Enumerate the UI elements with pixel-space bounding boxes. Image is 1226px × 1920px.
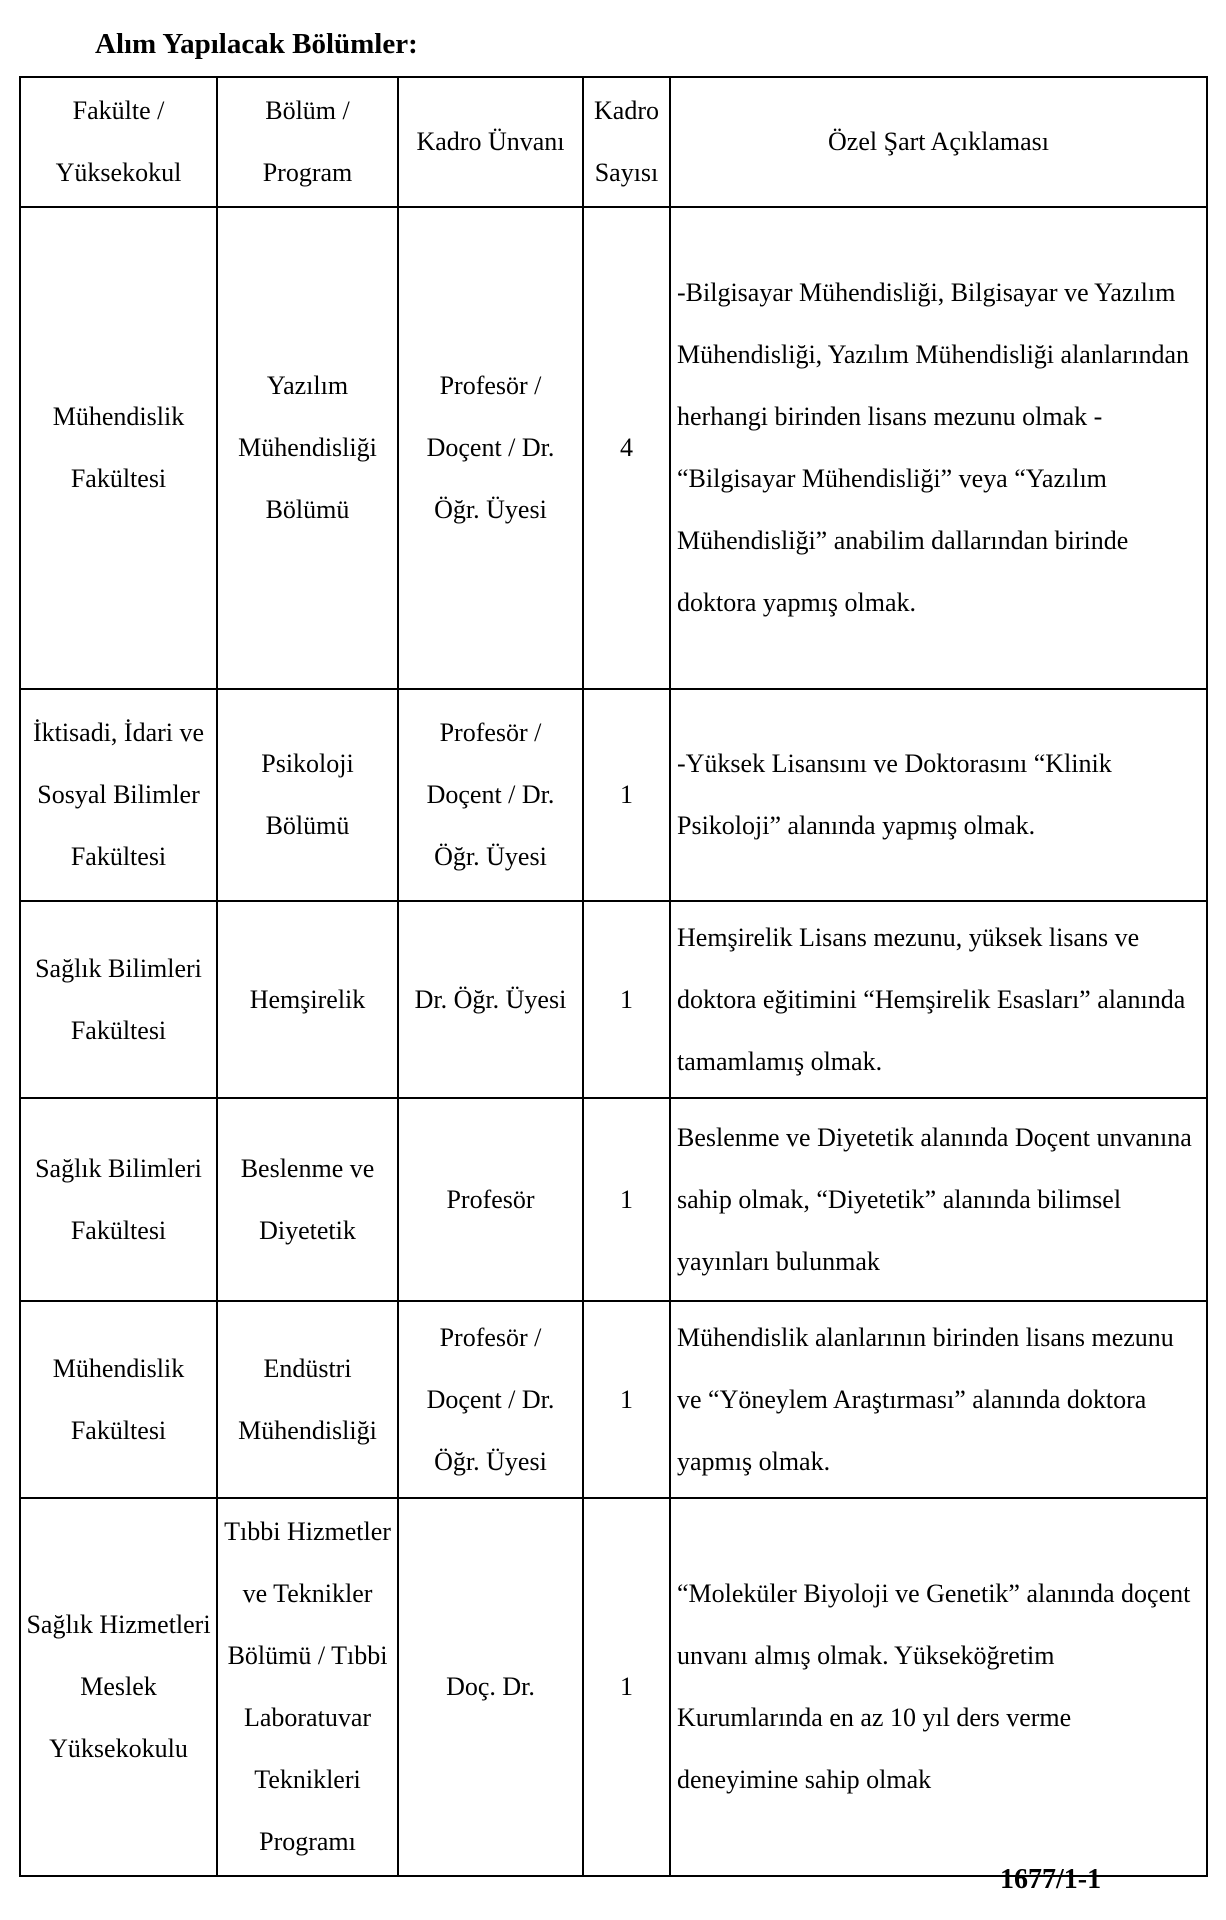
page-number: 1677/1-1: [1000, 1864, 1102, 1895]
cell-faculty: İktisadi, İdari ve Sosyal Bilimler Fakültesi: [20, 689, 217, 901]
cell-position: Profesör / Doçent / Dr. Öğr. Üyesi: [398, 689, 583, 901]
cell-faculty: Sağlık Hizmetleri Meslek Yüksekokulu: [20, 1498, 217, 1876]
cell-department: Beslenme ve Diyetetik: [217, 1098, 398, 1301]
cell-position: Profesör / Doçent / Dr. Öğr. Üyesi: [398, 1301, 583, 1498]
table-row: [20, 1301, 1207, 1498]
column-header-faculty: Fakülte / Yüksekokul: [20, 77, 217, 207]
table-row: [20, 901, 1207, 1098]
table-row: [20, 207, 1207, 689]
cell-faculty: Mühendislik Fakültesi: [20, 207, 217, 689]
column-header-count: Kadro Sayısı: [583, 77, 670, 207]
cell-conditions: -Yüksek Lisansını ve Doktorasını “Klinik Psikoloji” alanında yapmış olmak.: [670, 689, 1207, 901]
page-title: Alım Yapılacak Bölümler:: [95, 28, 418, 60]
cell-department: Endüstri Mühendisliği: [217, 1301, 398, 1498]
cell-position: Profesör: [398, 1098, 583, 1301]
table-row: [20, 689, 1207, 901]
cell-conditions: Hemşirelik Lisans mezunu, yüksek lisans ve doktora eğitimini “Hemşirelik Esasları” alanında tamamlamış olmak.: [670, 901, 1207, 1098]
cell-conditions: -Bilgisayar Mühendisliği, Bilgisayar ve Yazılım Mühendisliği, Yazılım Mühendisliği alanlarından herhangi birinden lisans mezunu olmak - “Bilgisayar Mühendisliği” veya “Yazılım Mühendisliği” anabilim dallarından birinde doktora yapmış olmak.: [670, 207, 1207, 689]
table-row: [20, 1098, 1207, 1301]
table-header-row: [20, 77, 1207, 207]
cell-department: Hemşirelik: [217, 901, 398, 1098]
cell-department: Tıbbi Hizmetler ve Teknikler Bölümü / Tıbbi Laboratuvar Teknikleri Programı: [217, 1498, 398, 1876]
cell-count: 4: [583, 207, 670, 689]
cell-count: 1: [583, 1098, 670, 1301]
cell-department: Yazılım Mühendisliği Bölümü: [217, 207, 398, 689]
cell-count: 1: [583, 901, 670, 1098]
column-header-position: Kadro Ünvanı: [398, 77, 583, 207]
cell-count: 1: [583, 1498, 670, 1876]
recruitment-table: [19, 76, 1208, 1877]
cell-faculty: Sağlık Bilimleri Fakültesi: [20, 901, 217, 1098]
cell-faculty: Mühendislik Fakültesi: [20, 1301, 217, 1498]
cell-count: 1: [583, 1301, 670, 1498]
column-header-conditions: Özel Şart Açıklaması: [670, 77, 1207, 207]
cell-count: 1: [583, 689, 670, 901]
cell-department: Psikoloji Bölümü: [217, 689, 398, 901]
cell-position: Dr. Öğr. Üyesi: [398, 901, 583, 1098]
table-row: [20, 1498, 1207, 1876]
cell-conditions: Beslenme ve Diyetetik alanında Doçent unvanına sahip olmak, “Diyetetik” alanında bilimsel yayınları bulunmak: [670, 1098, 1207, 1301]
cell-conditions: Mühendislik alanlarının birinden lisans mezunu ve “Yöneylem Araştırması” alanında doktora yapmış olmak.: [670, 1301, 1207, 1498]
cell-position: Doç. Dr.: [398, 1498, 583, 1876]
cell-conditions: “Moleküler Biyoloji ve Genetik” alanında doçent unvanı almış olmak. Yükseköğretim Kurumlarında en az 10 yıl ders verme deneyimine sahip olmak: [670, 1498, 1207, 1876]
cell-faculty: Sağlık Bilimleri Fakültesi: [20, 1098, 217, 1301]
cell-position: Profesör / Doçent / Dr. Öğr. Üyesi: [398, 207, 583, 689]
column-header-department: Bölüm / Program: [217, 77, 398, 207]
